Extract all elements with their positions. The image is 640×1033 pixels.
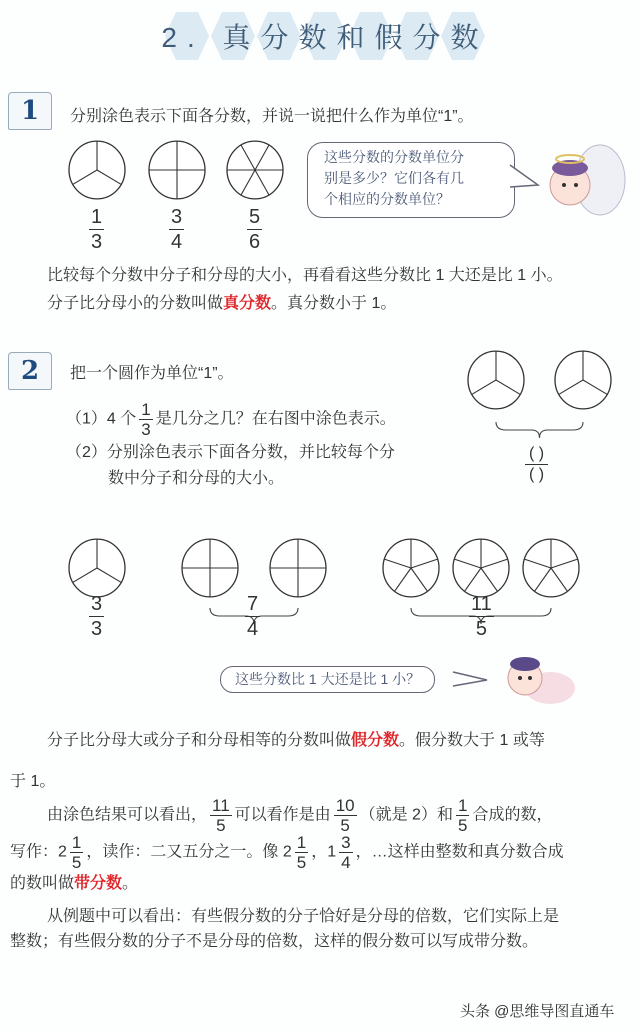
comparison-text: 比较每个分数中分子和分母的大小，再看看这些分数比 1 大还是比 1 小。 (47, 267, 563, 284)
divided-circle[interactable] (523, 539, 579, 597)
divided-circle[interactable] (69, 539, 125, 597)
fraction-11-5: $\frac{11}{5}$ (471, 593, 492, 640)
example-1-instruction: 分别涂色表示下面各分数，并说一说把什么作为单位“1”。 (70, 108, 474, 125)
divided-circle[interactable] (270, 539, 326, 597)
paragraph-line: 写作：2 $\frac{1}{5}$ ，读作：二又五分之一。像 2 $\frac{1}{5}$ ，1 $\frac{3}{4}$ ，…这样由整数和真分数合成 (10, 833, 564, 872)
divided-circle[interactable] (468, 351, 524, 409)
angel-illustration-icon (540, 135, 630, 230)
term-mixed-number: 带分数 (74, 875, 123, 892)
fraction-7-4: $\frac{7}{4}$ (247, 593, 259, 640)
paragraph-line: 由涂色结果可以看出， $\frac{11}{5}$ 可以看作是由 $\frac{10}{5}$ （就是 2）和 $\frac{1}{5}$ 合成的数， (47, 796, 553, 835)
proper-fraction-definition: 分子比分母小的分数叫做真分数。真分数小于 1。 (47, 295, 397, 312)
paragraph-line: 整数；有些假分数的分子不是分母的倍数，这样的假分数可以写成带分数。 (10, 933, 539, 950)
angel-illustration-icon (495, 650, 585, 710)
paragraph-line: 于 1。 (10, 773, 56, 790)
paragraph-line: 从例题中可以看出：有些假分数的分子恰好是分母的倍数，它们实际上是 (47, 908, 560, 925)
example-2-badge: 2 (8, 352, 52, 390)
divided-circle[interactable] (555, 351, 611, 409)
fraction-1-3: $\frac{1}{3}$ (141, 400, 151, 439)
brace (496, 422, 583, 438)
divided-circle[interactable] (453, 539, 509, 597)
example-1-badge: 1 (8, 92, 52, 130)
divided-circle[interactable] (227, 141, 283, 199)
fraction-5-6: $\frac{5}{6}$ (249, 206, 261, 253)
bubble-tail (510, 165, 540, 195)
speech-bubble-2: 这些分数比 1 大还是比 1 小？ (220, 666, 435, 693)
improper-fraction-definition: 分子比分母大或分子和分母相等的分数叫做假分数。假分数大于 1 或等 (47, 732, 545, 749)
fraction-3-3: $\frac{3}{3}$ (91, 593, 103, 640)
mixed-number-definition: 的数叫做带分数。 (10, 875, 139, 892)
bubble-line: 这些分数的分数单位分 (324, 149, 464, 165)
fraction-3-4: $\frac{3}{4}$ (171, 206, 183, 253)
fraction-1-3: $\frac{1}{3}$ (91, 206, 103, 253)
divided-circle[interactable] (383, 539, 439, 597)
term-proper-fraction: 真分数 (223, 295, 272, 312)
question-2-line1: （2）分别涂色表示下面各分数，并比较每个分 (66, 444, 395, 461)
speech-bubble-1 (307, 142, 515, 218)
bubble-line: 别是多少？它们各有几 (324, 170, 464, 186)
divided-circle[interactable] (69, 141, 125, 199)
watermark: 头条 @思维导图直通车 (460, 1003, 615, 1020)
example-2-instruction: 把一个圆作为单位“1”。 (70, 365, 234, 382)
question-1: （1）4 个 $\frac{1}{3}$ 是几分之几？在右图中涂色表示。 (66, 400, 396, 439)
divided-circle[interactable] (182, 539, 238, 597)
term-improper-fraction: 假分数 (351, 732, 400, 749)
bubble-tail (453, 670, 493, 690)
blank-fraction: ( ) ( ) (525, 444, 548, 485)
bubble-line: 个相应的分数单位？ (324, 191, 450, 207)
question-2-line2: 数中分子和分母的大小。 (108, 470, 285, 487)
page-title: 2. 真分数和假分数 (161, 22, 489, 53)
divided-circle[interactable] (149, 141, 205, 199)
